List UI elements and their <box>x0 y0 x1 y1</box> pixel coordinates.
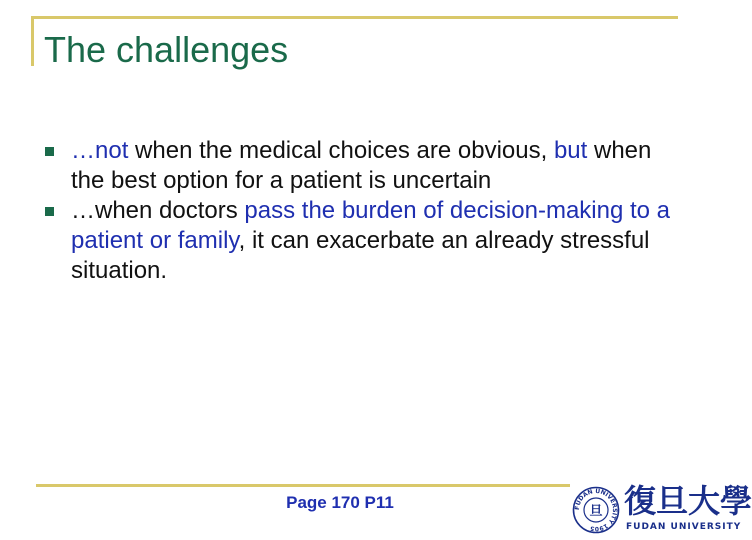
university-logo <box>572 482 752 538</box>
square-bullet-icon <box>45 147 54 156</box>
bullet-text-segment: but <box>553 137 588 164</box>
bullet-item-2 <box>44 196 674 286</box>
bullet-text-segment: when the best option for a patient is uncertain <box>71 137 652 194</box>
title-frame-top-rule <box>31 16 678 19</box>
seal-ring-text: FUDAN UNIVERSITY 1905 <box>573 487 619 533</box>
bullet-text-segment: when the medical choices are obvious, <box>128 137 554 164</box>
bullet-list <box>44 136 674 286</box>
bullet-item-1 <box>44 136 674 196</box>
title-frame-left-rule <box>31 16 34 66</box>
logo-subtitle: FUDAN UNIVERSITY <box>626 522 742 532</box>
footer-rule <box>36 484 570 487</box>
logo-calligraphy: 復旦大學 <box>624 482 752 520</box>
square-bullet-icon <box>45 207 54 216</box>
university-seal-icon <box>572 486 620 534</box>
slide-title: The challenges <box>44 29 289 70</box>
page-number-footer: Page 170 P11 <box>286 493 394 512</box>
seal-center-glyph: 旦 <box>589 504 603 519</box>
bullet-text-segment: pass the burden of decision-making to a patient or family <box>71 197 671 254</box>
bullet-text-segment: , it can exacerbate an already stressful situation. <box>71 227 650 284</box>
bullet-text-segment: …not <box>71 137 129 164</box>
bullet-text-segment: …when doctors <box>71 197 245 224</box>
